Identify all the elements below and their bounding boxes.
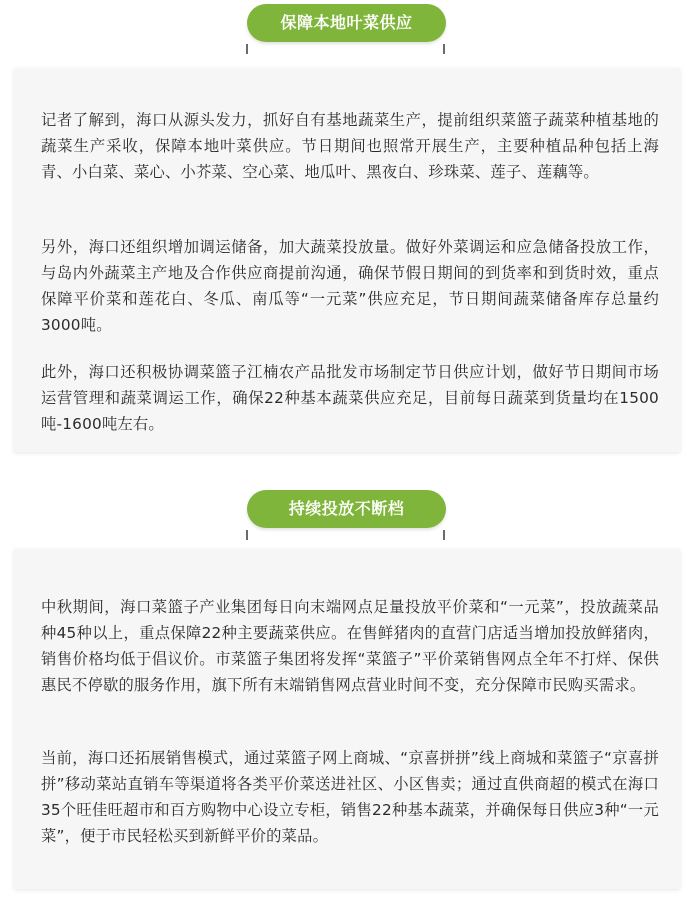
section-2-paragraph-2: 当前，海口还拓展销售模式，通过菜篮子网上商城、“京喜拼拼”线上商城和菜篮子“京喜拼拼”移动菜站直销车等渠道将各类平价菜送进社区、小区售卖；通过直供商超的模式在海口35个旺佳旺超市和百方购物中心设立专柜，销售22种基本蔬菜，并确保每日供应3种“一元菜”，便于市民轻松买到新鲜平价的菜品。: [41, 749, 659, 845]
header-stem-right: [443, 44, 445, 54]
header-stem-left: [246, 530, 248, 540]
section-1-paragraph-2: 另外，海口还组织增加调运储备，加大蔬菜投放量。做好外菜调运和应急储备投放工作，与岛内外蔬菜主产地及合作供应商提前沟通，确保节假日期间的到货率和到货时效，重点保障平价菜和莲花白、冬瓜、南瓜等“一元菜”供应充足，节日期间蔬菜储备库存总量约3000吨。: [41, 238, 659, 334]
header-stem-right: [443, 530, 445, 540]
header-stem-left: [246, 44, 248, 54]
section-1-card: [14, 68, 680, 452]
section-1-header: [0, 2, 693, 48]
section-1-title: 保障本地叶菜供应: [247, 4, 446, 42]
section-1-paragraph-1: 记者了解到，海口从源头发力，抓好自有基地蔬菜生产，提前组织菜篮子蔬菜种植基地的蔬菜生产采收，保障本地叶菜供应。节日期间也照常开展生产，主要种植品种包括上海青、小白菜、菜心、小芥菜、空心菜、地瓜叶、黑夜白、珍珠菜、莲子、莲藕等。: [41, 111, 659, 181]
section-2-card: [14, 549, 680, 889]
section-2-paragraph-1: 中秋期间，海口菜篮子产业集团每日向末端网点足量投放平价菜和“一元菜”，投放蔬菜品种45种以上，重点保障22种主要蔬菜供应。在售鲜猪肉的直营门店适当增加投放鲜猪肉，销售价格均低于倡议价。市菜篮子集团将发挥“菜篮子”平价菜销售网点全年不打烊、保供惠民不停歇的服务作用，旗下所有末端销售网点营业时间不变，充分保障市民购买需求。: [41, 598, 659, 694]
section-2-title: 持续投放不断档: [247, 490, 446, 528]
section-2-header: [0, 488, 693, 534]
section-1-paragraph-3: 此外，海口还积极协调菜篮子江楠农产品批发市场制定节日供应计划，做好节日期间市场运营管理和蔬菜调运工作，确保22种基本蔬菜供应充足，目前每日蔬菜到货量均在1500吨-1600吨左右。: [41, 363, 659, 433]
